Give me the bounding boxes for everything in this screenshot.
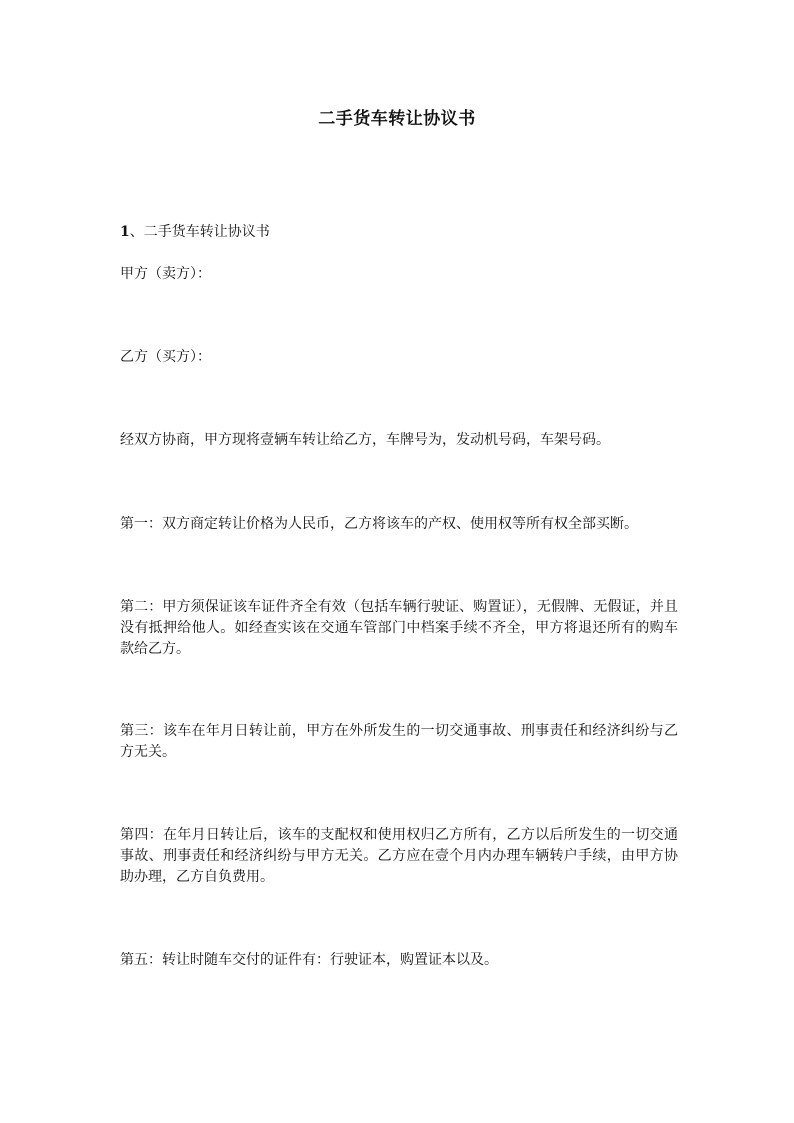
section-heading	[120, 222, 680, 243]
party-b-label: 乙方（买方）：	[120, 349, 211, 365]
clause-3: 第三：该车在年月日转让前，甲方在外所发生的一切交通事故、刑事责任和经济纠纷与乙方无关。	[120, 723, 678, 760]
clause-4: 第四：在年月日转让后，该车的支配权和使用权归乙方所有，乙方以后所发生的一切交通事故、刑事责任和经济纠纷与甲方无关。乙方应在壹个月内办理车辆转户手续，由甲方协助办理，乙方自负费用。	[120, 827, 678, 885]
section-number: 1	[120, 224, 130, 240]
section-heading-text: 、二手货车转让协议书	[129, 224, 270, 240]
party-a-label: 甲方（卖方）：	[120, 266, 211, 282]
clause-5: 第五：转让时随车交付的证件有：行驶证本，购置证本以及。	[120, 952, 498, 968]
document-title: 二手货车转让协议书	[318, 109, 476, 129]
intro-paragraph: 经双方协商，甲方现将壹辆车转让给乙方，车牌号为，发动机号码，车架号码。	[120, 432, 610, 448]
clause-2: 第二：甲方须保证该车证件齐全有效（包括车辆行驶证、购置证），无假牌、无假证，并且没有抵押给他人。如经查实该在交通车管部门中档案手续不齐全，甲方将退还所有的购车款给乙方。	[120, 599, 678, 657]
clause-1: 第一：双方商定转让价格为人民币，乙方将该车的产权、使用权等所有权全部买断。	[120, 516, 638, 532]
